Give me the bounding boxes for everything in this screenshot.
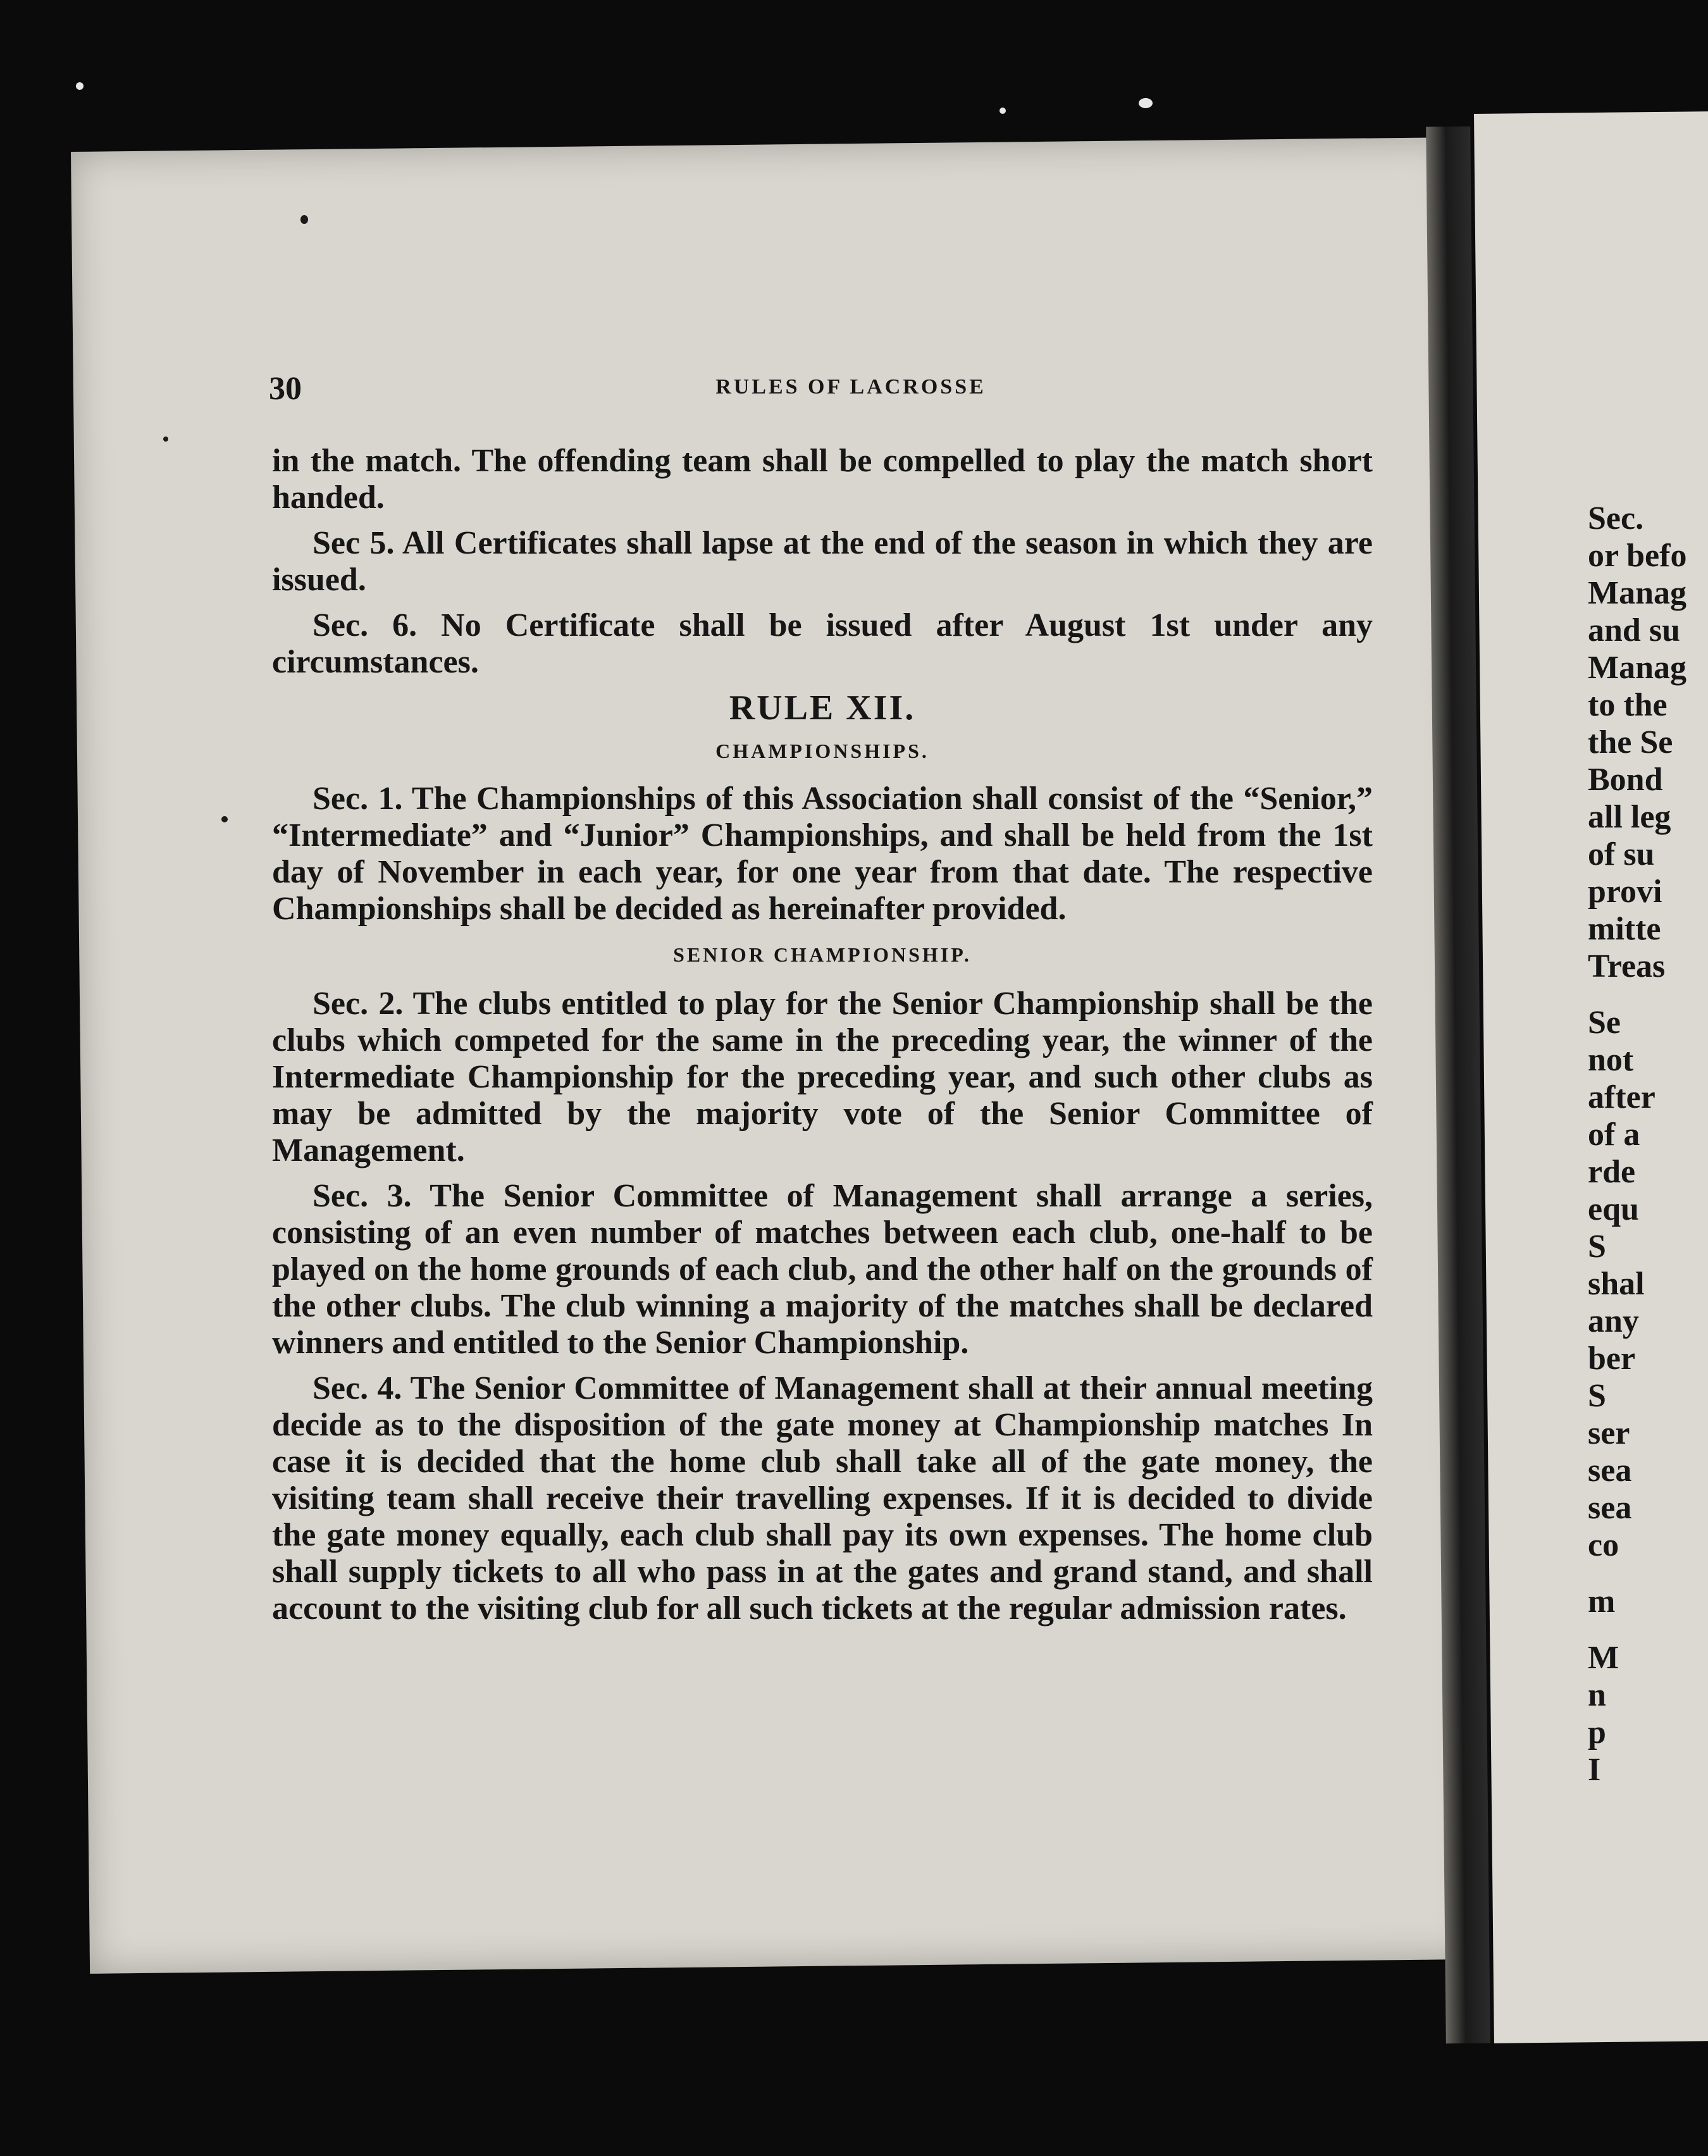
- right-page-line: n: [1588, 1677, 1606, 1713]
- dust-speck: [300, 215, 308, 224]
- right-page-line: [1588, 985, 1708, 1004]
- dust-speck: [1139, 98, 1153, 108]
- dust-speck: [76, 82, 84, 90]
- paragraph: Sec. 1. The Championships of this Association shall consist of the “Senior,” “Intermediate” and “Junior” Championships, and shall be held from the 1st day of November in each year, for one year from that date. The respective Championships shall be decided as hereinafter provided.: [272, 781, 1373, 927]
- section-heading: SENIOR CHAMPIONSHIP.: [673, 943, 972, 966]
- right-page-line: Se: [1588, 1005, 1621, 1041]
- right-page-line: sea: [1588, 1490, 1632, 1526]
- rule-title: RULE XII.: [729, 688, 916, 728]
- right-page-line: I: [1588, 1752, 1601, 1788]
- right-page-line: rde: [1588, 1154, 1636, 1190]
- right-page-line: S: [1588, 1378, 1606, 1414]
- dust-speck: [999, 108, 1006, 114]
- right-page-line: shal: [1588, 1266, 1645, 1302]
- right-page-line: co: [1588, 1527, 1619, 1563]
- right-page-line: Treas: [1588, 948, 1666, 984]
- rule-subtitle: CHAMPIONSHIPS.: [715, 740, 929, 762]
- right-page-line: mitte: [1588, 911, 1661, 947]
- right-page-text-fragments: [1588, 500, 1708, 1788]
- right-page-line: ser: [1588, 1415, 1630, 1451]
- right-page-line: Sec.: [1588, 500, 1644, 536]
- right-page-line: and su: [1588, 612, 1680, 648]
- right-page-line: the Se: [1588, 724, 1673, 760]
- right-page-line: Bond: [1588, 762, 1663, 798]
- paragraph: Sec 5. All Certificates shall lapse at the end of the season in which they are issued.: [272, 525, 1373, 598]
- right-page-line: not: [1588, 1042, 1634, 1078]
- right-page-line: [1588, 1620, 1708, 1639]
- right-page-line: ber: [1588, 1341, 1636, 1377]
- right-page-line: after: [1588, 1079, 1655, 1115]
- right-page-line: all leg: [1588, 799, 1671, 835]
- page-body: [272, 443, 1373, 1636]
- right-page-line: [1588, 1564, 1708, 1583]
- paragraph: Sec. 4. The Senior Committee of Management shall at their annual meeting decide as to the disposition of the gate money at Championship matches In case it is decided that the home club shall take all of the gate money, the visiting team shall receive their travelling expenses. If it is decided to divide the gate money equally, each club shall pay its own expenses. The home club shall supply tickets to all who pass in at the gates and grand stand, and shall account to the visiting club for all such tickets at the regular admission rates.: [272, 1370, 1373, 1626]
- right-page-line: Manag: [1588, 575, 1686, 611]
- right-page-line: m: [1588, 1583, 1616, 1620]
- right-page-line: S: [1588, 1229, 1606, 1265]
- right-page-line: to the: [1588, 687, 1668, 723]
- page-number: 30: [269, 371, 302, 407]
- paragraph: Sec. 6. No Certificate shall be issued after August 1st under any circumstances.: [272, 607, 1373, 680]
- running-head: RULES OF LACROSSE: [715, 375, 986, 399]
- right-page-line: sea: [1588, 1453, 1632, 1489]
- right-page-line: provi: [1588, 874, 1662, 910]
- dust-speck: [163, 437, 168, 442]
- paragraph: in the match. The offending team shall be compelled to play the match short handed.: [272, 443, 1373, 516]
- right-page-line: p: [1588, 1714, 1606, 1750]
- paragraph: Sec. 3. The Senior Committee of Management shall arrange a series, consisting of an even number of matches between each club, one-half to be played on the home grounds of each club, and the other half on the grounds of the other clubs. The club winning a majority of the matches shall be declared winners and entitled to the Senior Championship.: [272, 1178, 1373, 1361]
- right-page-line: Manag: [1588, 650, 1686, 686]
- right-page-line: equ: [1588, 1191, 1639, 1227]
- right-page-line: M: [1588, 1640, 1619, 1676]
- right-page-line: or befo: [1588, 538, 1687, 574]
- page-header: [269, 370, 1382, 408]
- dust-speck: [221, 816, 228, 822]
- right-page-line: of su: [1588, 836, 1655, 872]
- right-page-line: any: [1588, 1303, 1639, 1339]
- paragraph: Sec. 2. The clubs entitled to play for the Senior Championship shall be the clubs which competed for the same in the preceding year, the winner of the Intermediate Championship for the preceding year, and such other clubs as may be admitted by the majority vote of the Senior Committee of Management.: [272, 986, 1373, 1168]
- right-page-line: of a: [1588, 1117, 1640, 1153]
